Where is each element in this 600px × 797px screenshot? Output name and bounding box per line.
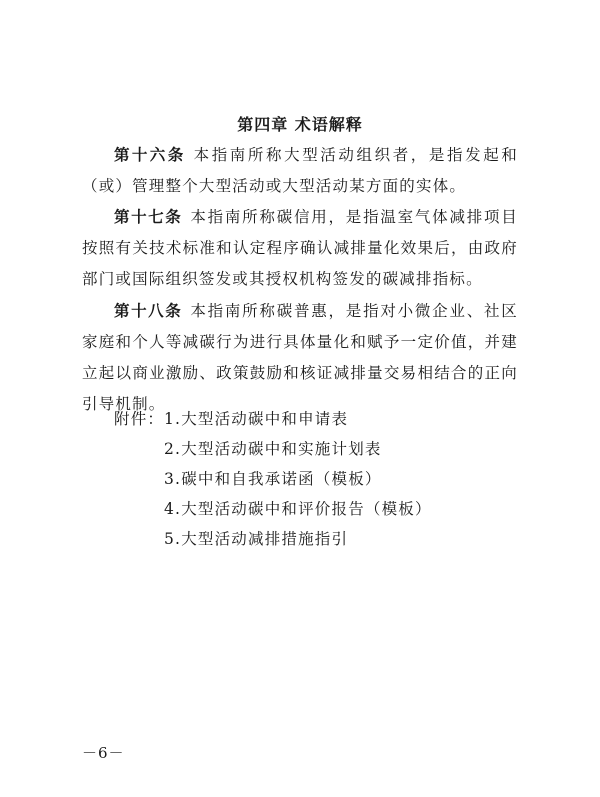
article-16: [82, 140, 518, 202]
attachment-item: [114, 494, 432, 524]
article-text: 本指南所称大型活动组织者，是指发起和（或）管理整个大型活动或大型活动某方面的实体。: [82, 146, 518, 195]
attachment-title: 1.大型活动碳中和申请表: [164, 410, 349, 428]
attachments-list: [114, 404, 432, 554]
article-text: 本指南所称碳普惠，是指对小微企业、社区家庭和个人等减碳行为进行具体量化和赋予一定价值，并建立起以商业激励、政策鼓励和核证减排量交易相结合的正向引导机制。: [82, 302, 518, 413]
page-number: －6－: [82, 744, 125, 762]
article-17: [82, 202, 518, 295]
chapter-title: 第四章 术语解释: [237, 115, 363, 134]
attachment-title: 2.大型活动碳中和实施计划表: [164, 440, 382, 458]
article-text: 本指南所称碳信用，是指温室气体减排项目按照有关技术标准和认定程序确认减排量化效果后，由政府部门或国际组织签发或其授权机构签发的碳减排指标。: [82, 208, 518, 288]
attachment-item: [114, 524, 432, 554]
attachment-item: [114, 464, 432, 494]
article-18: [82, 296, 518, 420]
article-number: 第十七条: [114, 208, 183, 226]
attachment-title: 3.碳中和自我承诺函（模板）: [164, 470, 382, 488]
attachment-title: 4.大型活动碳中和评价报告（模板）: [164, 500, 432, 518]
attachment-title: 5.大型活动减排措施指引: [164, 530, 349, 548]
attachment-item: [114, 404, 432, 434]
attachment-item: [114, 434, 432, 464]
attachments-label: 附件：: [114, 410, 165, 428]
article-number: 第十八条: [114, 302, 183, 320]
article-number: 第十六条: [114, 146, 186, 164]
